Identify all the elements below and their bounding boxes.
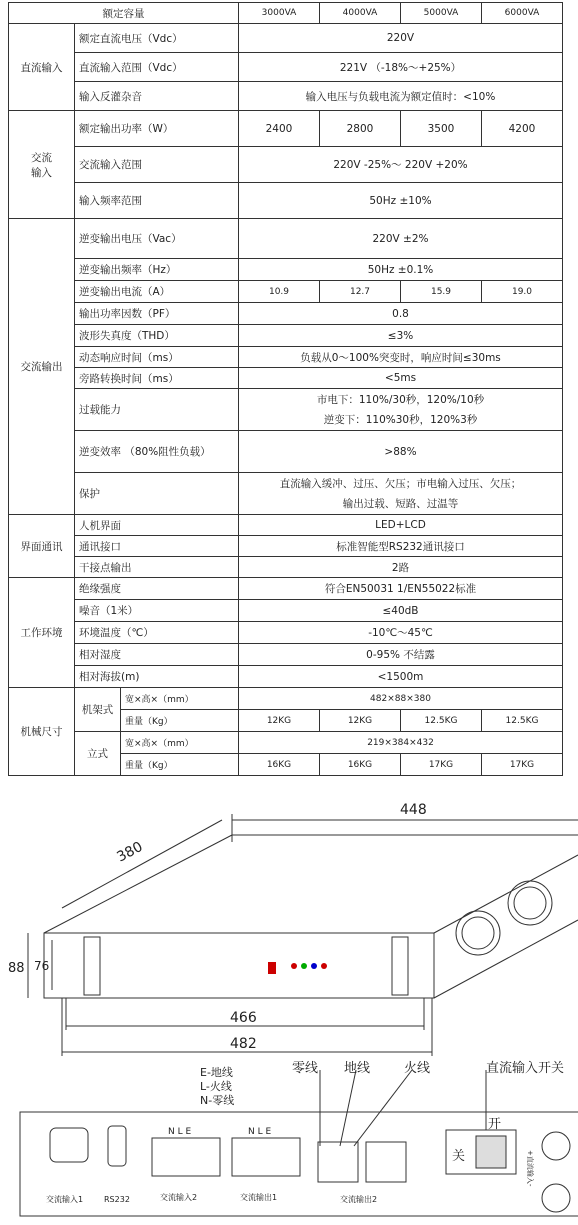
row-value: 50Hz ±10% bbox=[239, 183, 563, 219]
cell-value: 19.0 bbox=[482, 281, 563, 303]
port-ac-output-2: 交流输出2 bbox=[340, 1195, 378, 1204]
terminal-block-1 bbox=[232, 1138, 300, 1176]
label-ground: 地线 bbox=[344, 1061, 371, 1076]
cell-value: 12KG bbox=[320, 710, 401, 732]
chassis-drawing bbox=[0, 790, 578, 1225]
row-value: 220V ±2% bbox=[239, 219, 563, 259]
row-value: -10℃～45℃ bbox=[239, 622, 563, 644]
fan-2 bbox=[508, 881, 552, 925]
label-dc-switch: 直流输入开关 bbox=[486, 1061, 565, 1076]
row-label: 逆变输出频率（Hz） bbox=[75, 259, 239, 281]
dim-76: 76 bbox=[34, 959, 50, 973]
port-ac-input-2: 交流输入2 bbox=[160, 1193, 198, 1202]
group-environment: 工作环境 bbox=[9, 578, 75, 688]
row-value: 0-95% 不结露 bbox=[239, 644, 563, 666]
cell-value: 10.9 bbox=[239, 281, 320, 303]
cap-4000: 4000VA bbox=[320, 3, 401, 24]
legend-neutral: N-零线 bbox=[200, 1094, 235, 1107]
row-value: 0.8 bbox=[239, 303, 563, 325]
group-ac-output: 交流输出 bbox=[9, 219, 75, 515]
row-label: 逆变效率 （80%阻性负载） bbox=[75, 431, 239, 473]
left-handle bbox=[84, 937, 100, 995]
dim-88: 88 bbox=[8, 961, 25, 976]
cell-value: 12KG bbox=[239, 710, 320, 732]
row-label: 输出功率因数（PF） bbox=[75, 303, 239, 325]
label-live: 火线 bbox=[404, 1061, 431, 1076]
row-value: 2路 bbox=[239, 557, 563, 578]
dc-terminal-label: +直流输入- bbox=[526, 1150, 534, 1187]
cap-5000: 5000VA bbox=[401, 3, 482, 24]
group-interface: 界面通讯 bbox=[9, 515, 75, 578]
switch-off-label: 关 bbox=[452, 1149, 466, 1164]
terminal-letters-1: N L E bbox=[248, 1127, 272, 1137]
cell-value: 12.7 bbox=[320, 281, 401, 303]
group-dc-input: 直流输入 bbox=[9, 24, 75, 111]
fan-1-inner bbox=[462, 917, 494, 949]
led-red2-icon bbox=[321, 963, 327, 969]
dim-line-380 bbox=[62, 820, 222, 908]
cell-value: 3500 bbox=[401, 111, 482, 147]
port-ac-input-1: 交流输入1 bbox=[46, 1195, 84, 1204]
cell-value: 16KG bbox=[320, 754, 401, 776]
cap-label: 额定容量 bbox=[9, 3, 239, 24]
cell-value: 2400 bbox=[239, 111, 320, 147]
ac-inlet-socket bbox=[50, 1128, 88, 1162]
led-green-icon bbox=[301, 963, 307, 969]
led-blue-icon bbox=[311, 963, 317, 969]
row-value: 50Hz ±0.1% bbox=[239, 259, 563, 281]
led-red-icon bbox=[291, 963, 297, 969]
protect-line-2: 输出过载、短路、过温等 bbox=[342, 497, 459, 510]
rs232-port bbox=[108, 1126, 126, 1166]
cap-3000: 3000VA bbox=[239, 3, 320, 24]
row-label: 干接点输出 bbox=[75, 557, 239, 578]
dim-448: 448 bbox=[400, 802, 427, 818]
output-socket-1 bbox=[318, 1142, 358, 1182]
dim-466: 466 bbox=[230, 1010, 257, 1026]
output-socket-2 bbox=[366, 1142, 406, 1182]
row-label: 逆变输出电流（A） bbox=[75, 281, 239, 303]
dc-terminal-plus bbox=[542, 1132, 570, 1160]
row-label: 人机界面 bbox=[75, 515, 239, 536]
port-rs232: RS232 bbox=[104, 1195, 130, 1204]
tower-weight-label: 重量（Kg） bbox=[121, 754, 239, 776]
row-label: 逆变输出电压（Vac） bbox=[75, 219, 239, 259]
row-value: LED+LCD bbox=[239, 515, 563, 536]
terminal-letters-2: N L E bbox=[168, 1127, 192, 1137]
arrow-ground bbox=[340, 1070, 356, 1146]
row-value: 标准智能型RS232通讯接口 bbox=[239, 536, 563, 557]
row-value: ≤3% bbox=[239, 325, 563, 347]
label-neutral: 零线 bbox=[292, 1061, 319, 1076]
row-label: 额定直流电压（Vdc） bbox=[75, 24, 239, 53]
row-label: 直流输入范围（Vdc） bbox=[75, 53, 239, 82]
header-row bbox=[9, 3, 563, 24]
rack-weight-label: 重量（Kg） bbox=[121, 710, 239, 732]
legend-live: L-火线 bbox=[200, 1080, 232, 1093]
row-value: 220V bbox=[239, 24, 563, 53]
row-label: 交流输入范围 bbox=[75, 147, 239, 183]
protect-line-1: 直流输入缓冲、过压、欠压；市电输入过压、欠压； bbox=[279, 477, 522, 490]
port-ac-output-1: 交流输出1 bbox=[240, 1193, 278, 1202]
row-label: 通讯接口 bbox=[75, 536, 239, 557]
dc-switch-rocker bbox=[476, 1136, 506, 1168]
group-mechanical: 机械尺寸 bbox=[9, 688, 75, 776]
row-label: 相对湿度 bbox=[75, 644, 239, 666]
cell-value: 4200 bbox=[482, 111, 563, 147]
row-value: 负载从0～100%突变时，响应时间≤30ms bbox=[239, 347, 563, 368]
rack-label: 机架式 bbox=[75, 688, 121, 732]
row-label: 输入反灌杂音 bbox=[75, 82, 239, 111]
row-value: 输入电压与负载电流为额定值时：<10% bbox=[239, 82, 563, 111]
row-value: <1500m bbox=[239, 666, 563, 688]
cell-value: 17KG bbox=[482, 754, 563, 776]
row-label: 额定输出功率（W） bbox=[75, 111, 239, 147]
row-label: 保护 bbox=[75, 473, 239, 515]
cell-value: 12.5KG bbox=[401, 710, 482, 732]
row-label: 波形失真度（THD） bbox=[75, 325, 239, 347]
row-label: 过载能力 bbox=[75, 389, 239, 431]
cap-6000: 6000VA bbox=[482, 3, 563, 24]
protect-value bbox=[239, 473, 563, 515]
dim-380: 380 bbox=[114, 838, 146, 866]
rack-size-label: 宽×高×（mm） bbox=[121, 688, 239, 710]
side-top-edge bbox=[434, 855, 578, 933]
row-value: >88% bbox=[239, 431, 563, 473]
overload-line-2: 逆变下：110%30秒，120%3秒 bbox=[323, 413, 478, 426]
dim-482: 482 bbox=[230, 1036, 257, 1052]
legend-ground: E-地线 bbox=[200, 1066, 233, 1079]
row-label: 噪音（1米） bbox=[75, 600, 239, 622]
switch-on-label: 开 bbox=[488, 1117, 502, 1132]
group-ac-input: 交流 输入 bbox=[9, 111, 75, 219]
spec-table bbox=[8, 2, 563, 776]
dc-terminal-minus bbox=[542, 1184, 570, 1212]
row-label: 绝缘强度 bbox=[75, 578, 239, 600]
row-value: 221V （-18%～+25%） bbox=[239, 53, 563, 82]
row-label: 旁路转换时间（ms） bbox=[75, 368, 239, 389]
overload-value bbox=[239, 389, 563, 431]
row-label: 输入频率范围 bbox=[75, 183, 239, 219]
terminal-block-2 bbox=[152, 1138, 220, 1176]
fan-1 bbox=[456, 911, 500, 955]
tower-size: 219×384×432 bbox=[239, 732, 563, 754]
fan-2-inner bbox=[514, 887, 546, 919]
row-value: 220V -25%～ 220V +20% bbox=[239, 147, 563, 183]
power-switch-icon bbox=[268, 962, 276, 974]
cell-value: 17KG bbox=[401, 754, 482, 776]
right-handle bbox=[392, 937, 408, 995]
front-panel bbox=[44, 933, 434, 998]
row-label: 相对海拔(m) bbox=[75, 666, 239, 688]
tower-size-label: 宽×高×（mm） bbox=[121, 732, 239, 754]
row-value: <5ms bbox=[239, 368, 563, 389]
row-value: ≤40dB bbox=[239, 600, 563, 622]
rack-size: 482×88×380 bbox=[239, 688, 563, 710]
arrow-live bbox=[354, 1070, 412, 1146]
tower-label: 立式 bbox=[75, 732, 121, 776]
cell-value: 12.5KG bbox=[482, 710, 563, 732]
row-label: 环境温度（℃） bbox=[75, 622, 239, 644]
row-value: 符合EN50031 1/EN55022标准 bbox=[239, 578, 563, 600]
cell-value: 16KG bbox=[239, 754, 320, 776]
cell-value: 2800 bbox=[320, 111, 401, 147]
overload-line-1: 市电下：110%/30秒，120%/10秒 bbox=[316, 393, 485, 406]
cell-value: 15.9 bbox=[401, 281, 482, 303]
row-label: 动态响应时间（ms） bbox=[75, 347, 239, 368]
